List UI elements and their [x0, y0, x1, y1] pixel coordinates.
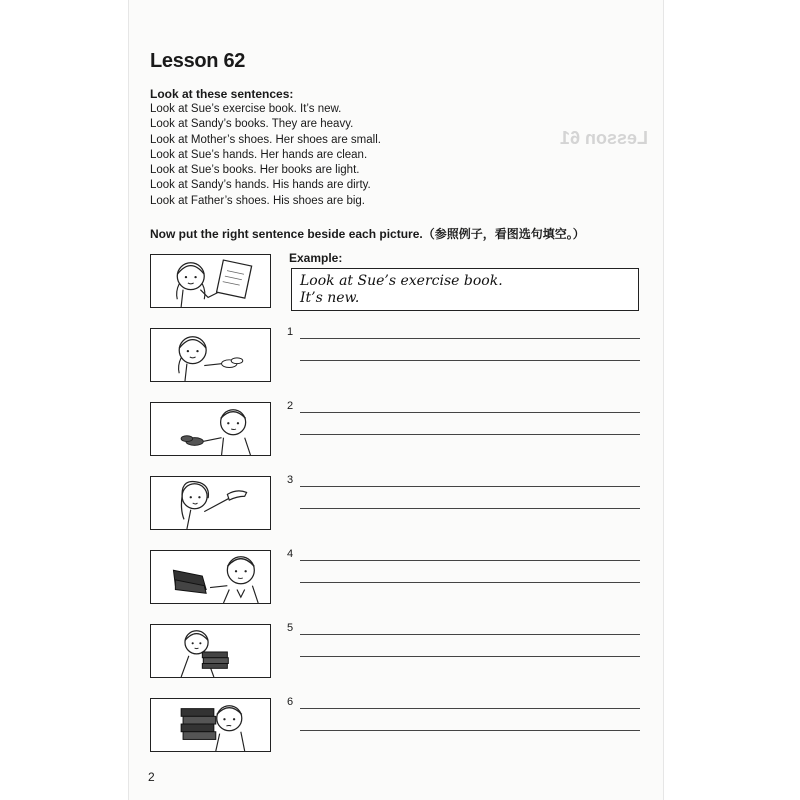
- sentence-item: Look at Father’s shoes. His shoes are big.: [150, 194, 365, 207]
- page-number: 2: [148, 770, 155, 784]
- writing-line[interactable]: [300, 708, 640, 709]
- sentence-item: Look at Sue’s hands. Her hands are clean.: [150, 148, 368, 161]
- exercise-picture-6: [150, 698, 271, 752]
- exercise-number: 4: [287, 548, 294, 560]
- sentence-item: Look at Sandy’s hands. His hands are dirty.: [150, 179, 371, 192]
- exercise-picture-4: [150, 550, 271, 604]
- example-answer-line-1: Look at Sue’s exercise book.: [300, 273, 503, 289]
- writing-line[interactable]: [300, 412, 640, 413]
- writing-line[interactable]: [300, 338, 640, 339]
- writing-line[interactable]: [300, 656, 640, 657]
- boy-holding-heavy-books-illustration: [151, 699, 270, 751]
- girl-holding-books-illustration: [151, 625, 270, 677]
- exercise-picture-2: [150, 402, 271, 456]
- exercise-number: 3: [287, 474, 294, 486]
- woman-holding-small-shoes-illustration: [151, 477, 270, 529]
- writing-line[interactable]: [300, 434, 640, 435]
- sentence-item: Look at Sue’s exercise book. It’s new.: [150, 103, 342, 115]
- writing-line[interactable]: [300, 730, 640, 731]
- girl-with-book-illustration: [151, 255, 270, 307]
- sentence-item: Look at Mother’s shoes. Her shoes are small.: [150, 133, 381, 146]
- writing-line[interactable]: [300, 634, 640, 635]
- exercise-picture-3: [150, 476, 271, 530]
- example-answer-box: [291, 268, 639, 311]
- writing-line[interactable]: [300, 582, 640, 583]
- writing-line[interactable]: [300, 360, 640, 361]
- exercise-picture-1: [150, 328, 271, 382]
- example-answer-line-2: It’s new.: [300, 290, 360, 306]
- exercise-number: 2: [287, 400, 294, 412]
- boy-showing-dirty-hands-illustration: [151, 403, 270, 455]
- example-picture: [150, 254, 271, 308]
- writing-line[interactable]: [300, 560, 640, 561]
- instruction-text: Now put the right sentence beside each picture.（参照例子，看图选句填空。）: [150, 227, 585, 241]
- example-label: Example:: [289, 251, 343, 265]
- sentence-item: Look at Sandy’s books. They are heavy.: [150, 118, 354, 131]
- man-holding-big-shoes-illustration: [151, 551, 270, 603]
- sentence-list: [150, 102, 381, 209]
- exercise-picture-5: [150, 624, 271, 678]
- writing-line[interactable]: [300, 486, 640, 487]
- bleed-through-text: Lesson 61: [560, 128, 649, 148]
- exercise-number: 6: [287, 696, 294, 708]
- girl-showing-hands-illustration: [151, 329, 270, 381]
- exercise-number: 1: [287, 326, 294, 338]
- writing-line[interactable]: [300, 508, 640, 509]
- lesson-title: Lesson 62: [150, 50, 246, 72]
- sentences-heading: Look at these sentences:: [150, 87, 294, 101]
- exercise-number: 5: [287, 622, 294, 634]
- sentence-item: Look at Sue’s books. Her books are light.: [150, 164, 360, 177]
